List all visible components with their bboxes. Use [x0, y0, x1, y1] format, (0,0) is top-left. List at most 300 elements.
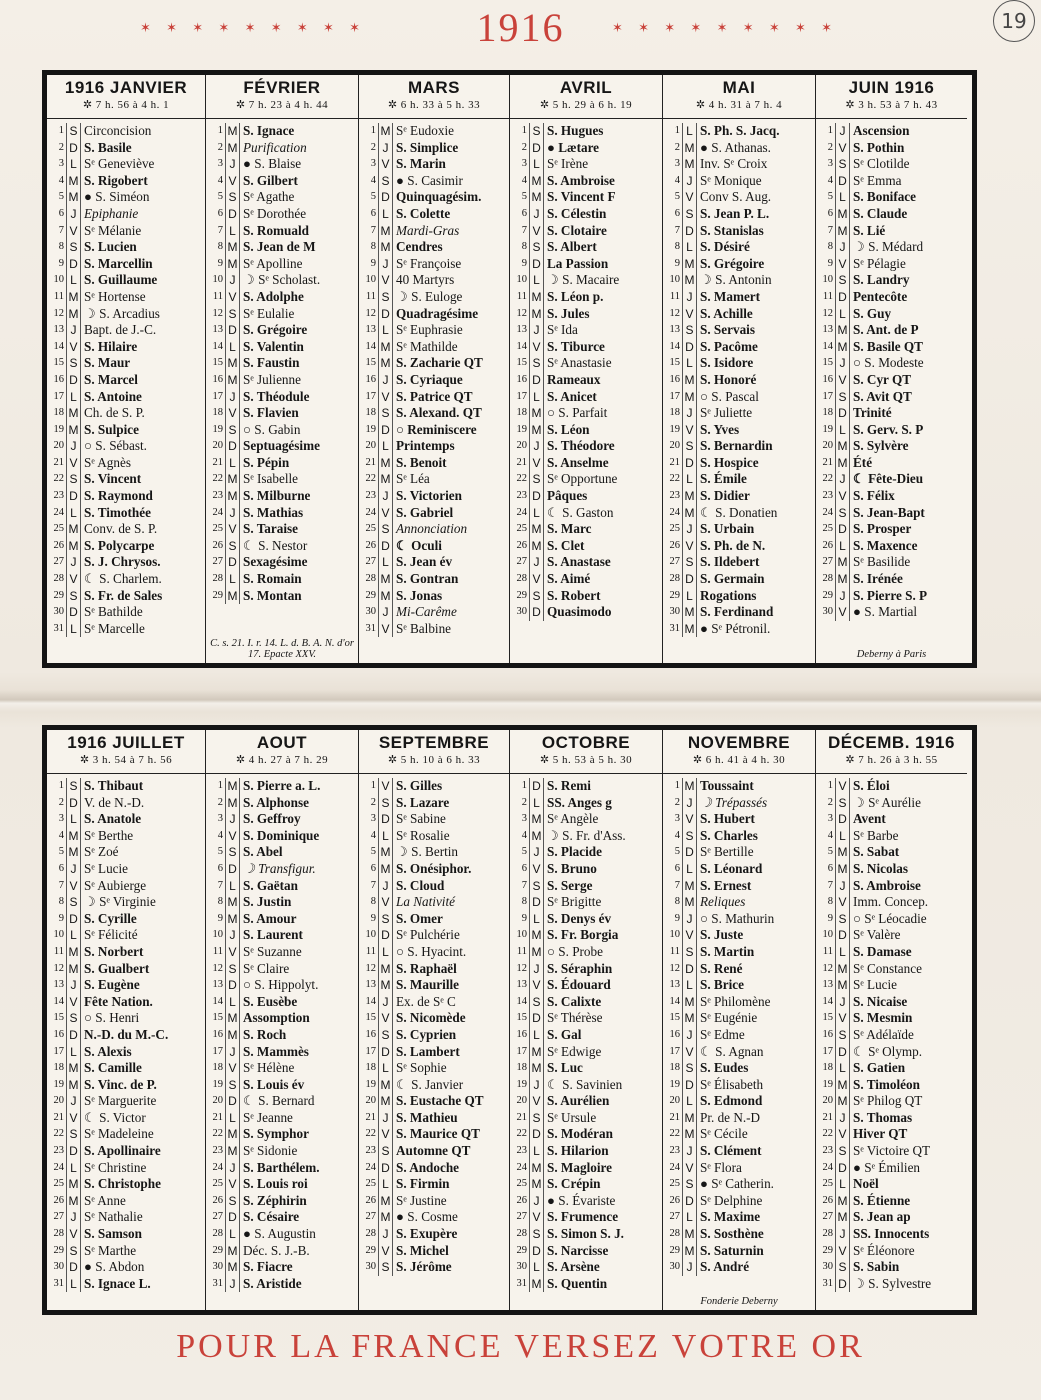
day-row — [47, 588, 205, 605]
day-row — [510, 538, 662, 555]
day-row — [816, 1176, 967, 1193]
day-number: 24 — [206, 1160, 226, 1177]
saint-name: ☽ S. Euloge — [396, 288, 463, 304]
day-row — [359, 1226, 509, 1243]
weekday-letter: L — [530, 1027, 544, 1044]
day-row — [510, 828, 662, 845]
day-number: 14 — [47, 339, 67, 356]
day-row — [206, 1044, 358, 1061]
saint-name: S. Mathias — [243, 504, 304, 520]
day-number: 31 — [510, 1276, 530, 1293]
day-row — [359, 505, 509, 522]
weekday-letter: L — [683, 1209, 697, 1226]
saint-name: ● S. Siméon — [84, 189, 150, 205]
saint-name: Sᵉ Claire — [243, 960, 290, 976]
weekday-letter: M — [226, 140, 240, 157]
saint-name: S. Avit QT — [853, 388, 912, 404]
day-row — [47, 538, 205, 555]
day-number: 25 — [510, 521, 530, 538]
weekday-letter: S — [836, 505, 850, 522]
day-number: 7 — [359, 878, 379, 895]
day-row — [663, 861, 815, 878]
saint-name: S. Sosthène — [700, 1226, 764, 1242]
month-column — [47, 730, 206, 1310]
saint-name: S. Jonas — [396, 587, 443, 603]
weekday-letter: S — [683, 828, 697, 845]
saint-name: S. Thomas — [853, 1109, 913, 1125]
saint-name: S. Robert — [547, 587, 601, 603]
weekday-letter: L — [836, 1176, 850, 1193]
day-number: 22 — [510, 471, 530, 488]
month-name: OCTOBRE — [541, 733, 631, 752]
weekday-letter: M — [67, 289, 81, 306]
day-number: 23 — [359, 1143, 379, 1160]
saint-name: S. Séraphin — [547, 960, 613, 976]
saint-name: Sᵉ Cécile — [700, 1126, 748, 1142]
weekday-letter: D — [836, 927, 850, 944]
day-row — [663, 339, 815, 356]
day-row — [816, 256, 967, 273]
saint-name: S. Sulpice — [84, 421, 139, 437]
weekday-letter: V — [530, 1209, 544, 1226]
day-number: 3 — [359, 811, 379, 828]
weekday-letter: L — [683, 239, 697, 256]
saint-name: S. Urbain — [700, 521, 755, 537]
weekday-letter: M — [683, 389, 697, 406]
day-row — [510, 505, 662, 522]
day-row — [359, 471, 509, 488]
calendar-year-title: 1916 — [476, 5, 565, 50]
day-row — [359, 455, 509, 472]
saint-name: S. Cyriaque — [396, 371, 463, 387]
saint-name: ● Sᵉ Catherin. — [700, 1176, 774, 1192]
day-row — [816, 1077, 967, 1094]
day-row — [816, 588, 967, 605]
weekday-letter: D — [836, 1276, 850, 1293]
day-row — [359, 1093, 509, 1110]
day-number: 4 — [47, 828, 67, 845]
day-number: 27 — [816, 554, 836, 571]
saint-name: S. Gal — [547, 1026, 582, 1042]
weekday-letter: L — [379, 828, 393, 845]
saint-name: S. Ph. S. Jacq. — [700, 123, 780, 138]
saint-name: S. Thibaut — [84, 778, 144, 793]
saint-name: ☽ S. Macaire — [547, 272, 620, 288]
day-row — [663, 588, 815, 605]
day-number: 20 — [510, 1093, 530, 1110]
month-name: FÉVRIER — [243, 78, 321, 97]
day-row — [359, 621, 509, 638]
saint-name: S. Dominique — [243, 827, 320, 843]
weekday-letter: M — [683, 140, 697, 157]
saint-name: Sᵉ Agnès — [84, 454, 131, 470]
weekday-letter: D — [67, 488, 81, 505]
day-number: 27 — [816, 1209, 836, 1226]
weekday-letter: S — [836, 1259, 850, 1276]
day-row — [206, 927, 358, 944]
day-row — [47, 455, 205, 472]
day-row — [206, 1276, 358, 1293]
day-row — [816, 1143, 967, 1160]
day-row — [359, 588, 509, 605]
saint-name: S. Camille — [84, 1060, 142, 1076]
day-number: 29 — [206, 1243, 226, 1260]
day-row — [47, 1060, 205, 1077]
weekday-letter: S — [226, 961, 240, 978]
day-row — [359, 123, 509, 140]
saint-name: Sᵉ Mathilde — [396, 338, 458, 354]
weekday-letter: V — [226, 828, 240, 845]
day-number: 26 — [359, 1193, 379, 1210]
saint-name: S. Éloi — [853, 778, 890, 793]
weekday-letter: S — [683, 1060, 697, 1077]
saint-name: S. Jules — [547, 305, 590, 321]
day-number: 28 — [510, 571, 530, 588]
weekday-letter: J — [226, 927, 240, 944]
day-row — [816, 1060, 967, 1077]
day-number: 28 — [47, 571, 67, 588]
saint-name: S. Mamert — [700, 288, 761, 304]
day-number: 21 — [510, 455, 530, 472]
weekday-letter: D — [530, 604, 544, 621]
day-number: 13 — [663, 322, 683, 339]
weekday-letter: V — [683, 306, 697, 323]
day-row — [206, 588, 358, 605]
day-number: 28 — [359, 1226, 379, 1243]
day-number: 14 — [206, 339, 226, 356]
weekday-letter: S — [67, 239, 81, 256]
weekday-letter: M — [836, 223, 850, 240]
day-number: 24 — [359, 1160, 379, 1177]
day-number: 30 — [359, 1259, 379, 1276]
day-number: 18 — [359, 405, 379, 422]
saint-name: ○ S. Modeste — [853, 355, 924, 371]
saint-name: Sᵉ Bertille — [700, 844, 754, 860]
weekday-letter: S — [226, 189, 240, 206]
saint-name: S. Guy — [853, 305, 892, 321]
day-number: 29 — [47, 1243, 67, 1260]
day-row — [510, 471, 662, 488]
day-row — [816, 1110, 967, 1127]
saint-name: S. Lambert — [396, 1043, 460, 1059]
day-number: 25 — [663, 521, 683, 538]
day-row — [206, 488, 358, 505]
weekday-letter: M — [379, 844, 393, 861]
day-row — [816, 911, 967, 928]
day-row — [816, 405, 967, 422]
saint-name: S. Léon — [547, 421, 590, 437]
saint-name: Sᵉ Clotilde — [853, 156, 910, 172]
saint-name: S. Étienne — [853, 1192, 911, 1208]
saint-name: Sᵉ Eugénie — [700, 1010, 758, 1026]
weekday-letter: S — [379, 1259, 393, 1276]
weekday-letter: S — [683, 944, 697, 961]
saint-name: S. Hugues — [547, 123, 604, 138]
day-number: 5 — [47, 844, 67, 861]
saint-name: Sᵉ Nathalie — [84, 1209, 143, 1225]
month-header — [47, 75, 205, 119]
day-row — [47, 1010, 205, 1027]
saint-name: Automne QT — [396, 1143, 471, 1159]
day-number: 17 — [663, 389, 683, 406]
day-number: 26 — [47, 1193, 67, 1210]
day-row — [816, 355, 967, 372]
day-number: 20 — [663, 1093, 683, 1110]
day-row — [663, 811, 815, 828]
day-number: 3 — [47, 156, 67, 173]
day-number: 9 — [47, 256, 67, 273]
saint-name: ☾ Fête-Dieu — [853, 471, 924, 487]
saint-name: S. Michel — [396, 1242, 449, 1258]
saint-name: S. Ant. de P — [853, 322, 919, 338]
saint-name: S. Jean de M — [243, 239, 316, 255]
day-row — [47, 521, 205, 538]
weekday-letter: M — [836, 861, 850, 878]
saint-name: ○ Reminiscere — [396, 421, 477, 437]
day-row — [510, 961, 662, 978]
saint-name: Sᵉ Brigitte — [547, 894, 602, 910]
saint-name: Sᵉ Dorothée — [243, 205, 307, 221]
day-row — [663, 621, 815, 638]
weekday-letter: V — [530, 339, 544, 356]
day-number: 7 — [206, 223, 226, 240]
weekday-letter: V — [530, 861, 544, 878]
saint-name: Sᵉ Edme — [700, 1026, 745, 1042]
weekday-letter: M — [379, 1093, 393, 1110]
saint-name: S. Luc — [547, 1060, 583, 1076]
day-number: 16 — [510, 1027, 530, 1044]
weekday-letter: J — [226, 272, 240, 289]
weekday-letter: L — [836, 422, 850, 439]
day-number: 27 — [510, 554, 530, 571]
day-number: 4 — [359, 173, 379, 190]
day-number: 26 — [206, 1193, 226, 1210]
saint-name: La Passion — [547, 255, 609, 271]
day-number: 18 — [816, 1060, 836, 1077]
saint-name: S. Adolphe — [243, 288, 304, 304]
day-number: 14 — [359, 994, 379, 1011]
weekday-letter: J — [379, 878, 393, 895]
day-row — [47, 189, 205, 206]
weekday-letter: J — [836, 471, 850, 488]
day-number: 23 — [510, 1143, 530, 1160]
weekday-letter: M — [530, 289, 544, 306]
weekday-letter: L — [226, 571, 240, 588]
day-row — [206, 455, 358, 472]
weekday-letter: J — [379, 372, 393, 389]
day-row — [206, 521, 358, 538]
day-row — [816, 488, 967, 505]
day-row — [359, 355, 509, 372]
day-row — [359, 372, 509, 389]
weekday-letter: S — [226, 1077, 240, 1094]
day-row — [206, 1226, 358, 1243]
weekday-letter: V — [683, 189, 697, 206]
day-number: 12 — [663, 961, 683, 978]
weekday-letter: S — [67, 894, 81, 911]
day-number: 11 — [47, 944, 67, 961]
weekday-letter: D — [379, 927, 393, 944]
weekday-letter: D — [530, 894, 544, 911]
day-row — [663, 604, 815, 621]
weekday-letter: V — [67, 223, 81, 240]
saint-name: S. Justin — [243, 894, 292, 910]
day-row — [510, 554, 662, 571]
weekday-letter: M — [226, 894, 240, 911]
weekday-letter: M — [530, 189, 544, 206]
day-number: 11 — [47, 289, 67, 306]
day-number: 9 — [206, 911, 226, 928]
weekday-letter: L — [67, 1044, 81, 1061]
weekday-letter: M — [530, 306, 544, 323]
day-number: 23 — [663, 488, 683, 505]
day-row — [663, 778, 815, 795]
weekday-letter: M — [379, 961, 393, 978]
weekday-letter: M — [226, 471, 240, 488]
day-number: 3 — [359, 156, 379, 173]
saint-name: S. Omer — [396, 910, 443, 926]
saint-name: S. Anselme — [547, 454, 609, 470]
saint-name: S. Gilles — [396, 778, 443, 793]
weekday-letter: S — [836, 1027, 850, 1044]
sunrise-sunset: ✲ 5 h. 53 à 5 h. 30 — [539, 754, 633, 766]
weekday-letter: S — [530, 1226, 544, 1243]
day-number: 6 — [206, 861, 226, 878]
day-number: 30 — [510, 604, 530, 621]
day-row — [47, 272, 205, 289]
month-header — [816, 75, 967, 119]
weekday-letter: M — [226, 355, 240, 372]
day-row — [816, 206, 967, 223]
weekday-letter: M — [530, 1060, 544, 1077]
weekday-letter: M — [226, 1027, 240, 1044]
day-row — [47, 173, 205, 190]
day-row — [663, 1243, 815, 1260]
saint-name: Epiphanie — [84, 205, 139, 221]
day-row — [510, 189, 662, 206]
saint-name: Sᵉ Lucie — [84, 860, 129, 876]
day-number: 1 — [47, 778, 67, 795]
day-row — [47, 894, 205, 911]
day-number: 29 — [663, 1243, 683, 1260]
weekday-letter: L — [67, 927, 81, 944]
saint-name: S. Eusèbe — [243, 993, 298, 1009]
day-number: 13 — [816, 322, 836, 339]
weekday-letter: V — [530, 571, 544, 588]
weekday-letter: L — [836, 538, 850, 555]
day-number: 3 — [663, 156, 683, 173]
weekday-letter: L — [530, 389, 544, 406]
day-row — [206, 1093, 358, 1110]
saint-name: ○ S. Pascal — [700, 388, 759, 404]
day-number: 30 — [47, 604, 67, 621]
day-row — [359, 844, 509, 861]
day-number: 29 — [510, 588, 530, 605]
day-row — [663, 844, 815, 861]
day-number: 30 — [816, 1259, 836, 1276]
day-row — [510, 422, 662, 439]
weekday-letter: M — [683, 1243, 697, 1260]
day-row — [206, 795, 358, 812]
weekday-letter: J — [836, 239, 850, 256]
weekday-letter: S — [67, 355, 81, 372]
saint-name: Sexagésime — [243, 554, 308, 570]
day-number: 16 — [816, 372, 836, 389]
day-number: 10 — [47, 927, 67, 944]
day-row — [663, 455, 815, 472]
saint-name: S. Nicolas — [853, 860, 908, 876]
saint-name: Printemps — [396, 438, 455, 454]
saint-name: Annonciation — [396, 521, 468, 537]
day-row — [510, 1209, 662, 1226]
day-row — [510, 173, 662, 190]
day-number: 25 — [816, 521, 836, 538]
weekday-letter: D — [530, 1010, 544, 1027]
saint-name: Rameaux — [547, 371, 601, 387]
weekday-letter: V — [530, 223, 544, 240]
saint-name: ☾ S. Nestor — [243, 537, 308, 553]
saint-name: S. Édouard — [547, 977, 611, 993]
saint-name: ☾ S. Bernard — [243, 1093, 315, 1109]
saint-name: S. Rigobert — [84, 172, 148, 188]
weekday-letter: J — [683, 1027, 697, 1044]
day-row — [663, 1126, 815, 1143]
saint-name: S. Bruno — [547, 860, 597, 876]
day-row — [47, 339, 205, 356]
day-number: 31 — [47, 1276, 67, 1293]
day-number: 6 — [510, 206, 530, 223]
day-number: 23 — [359, 488, 379, 505]
day-number: 17 — [359, 1044, 379, 1061]
weekday-letter: J — [379, 1110, 393, 1127]
day-row — [206, 944, 358, 961]
day-number: 20 — [47, 438, 67, 455]
month-column — [206, 75, 359, 663]
day-number: 6 — [359, 206, 379, 223]
day-number: 14 — [510, 994, 530, 1011]
weekday-letter: L — [379, 322, 393, 339]
month-column — [206, 730, 359, 1310]
day-number: 31 — [359, 621, 379, 638]
saint-name: S. Onésiphor. — [396, 860, 472, 876]
day-number: 11 — [206, 289, 226, 306]
day-row — [206, 911, 358, 928]
day-row — [359, 156, 509, 173]
saint-name: S. Martin — [700, 943, 755, 959]
day-row — [47, 911, 205, 928]
weekday-letter: V — [683, 1160, 697, 1177]
weekday-letter: J — [379, 140, 393, 157]
day-number: 4 — [816, 828, 836, 845]
day-row — [663, 1060, 815, 1077]
saint-name: S. Eugène — [84, 977, 140, 993]
saint-name: ☽ S. Sylvestre — [853, 1275, 932, 1291]
day-row — [359, 239, 509, 256]
weekday-letter: D — [530, 1126, 544, 1143]
day-number: 3 — [206, 811, 226, 828]
saint-name: Ch. de S. P. — [84, 405, 145, 421]
saint-name: Sᵉ Valère — [853, 927, 901, 943]
day-number: 2 — [47, 140, 67, 157]
saint-name: S. Saturnin — [700, 1242, 764, 1258]
weekday-letter: J — [530, 554, 544, 571]
day-number: 14 — [206, 994, 226, 1011]
day-row — [359, 911, 509, 928]
day-row — [816, 223, 967, 240]
day-number: 19 — [206, 422, 226, 439]
day-row — [663, 306, 815, 323]
weekday-letter: S — [836, 389, 850, 406]
